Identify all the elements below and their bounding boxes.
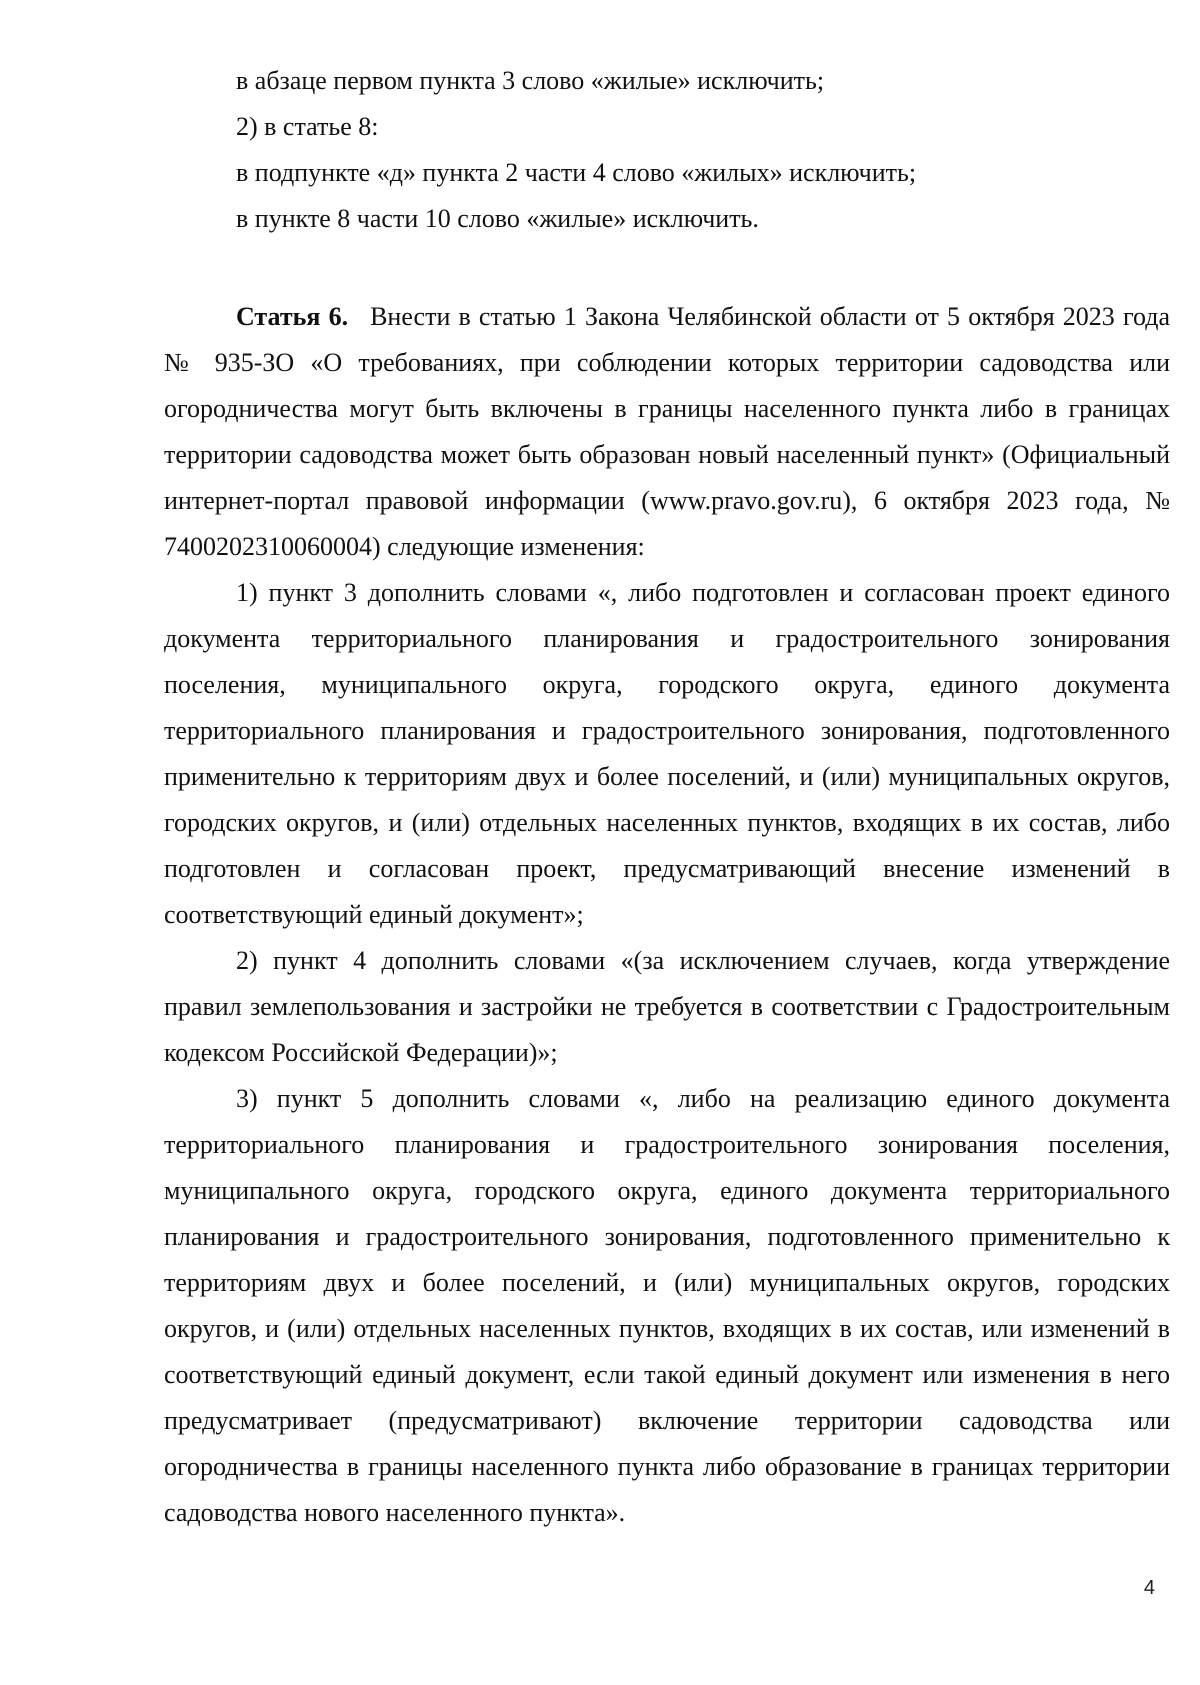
article-item: 3) пункт 5 дополнить словами «, либо на реализацию единого документа территориального планирования и градостроительного зонирования поселения, муниципального округа, городского округа, единого документа территориального планирования и градостроительного зонирования, подготовленного применительно к территориям двух и более поселений, и (или) муниципальных округов, городских округов, и (или) отдельных населенных пунктов, входящих в их состав, или изменений в соответствующий единый документ, если такой единый документ или изменения в него предусматривает (предусматривают) включение территории садоводства или огородничества в границы населенного пункта либо образование в границах территории садоводства нового населенного пункта».	[164, 1084, 1170, 1527]
article-label: Статья 6.	[236, 302, 349, 331]
article-paragraph	[164, 294, 1170, 570]
article-item: 1) пункт 3 дополнить словами «, либо подготовлен и согласован проект единого документа территориального планирования и градостроительного зонирования поселения, муниципального округа, городского округа, единого документа территориального планирования и градостроительного зонирования, подготовленного применительно к территориям двух и более поселений, и (или) муниципальных округов, городских округов, и (или) отдельных населенных пунктов, входящих в их состав, либо подготовлен и согласован проект, предусматривающий внесение изменений в соответствующий единый документ»;	[164, 578, 1170, 929]
amendment-line: 2) в статье 8:	[236, 112, 379, 141]
article-text: Внести в статью 1 Закона Челябинской области от 5 октября 2023 года № 935-ЗО «О требованиях, при соблюдении которых территории садоводства или огородничества могут быть включены в границы населенного пункта либо в границах территории садоводства может быть образован новый населенный пункт» (Официальный интернет-портал правовой информации (www.pravo.gov.ru), 6 октября 2023 года, № 7400202310060004) следующие изменения:	[164, 302, 1170, 561]
amendment-line: в абзаце первом пункта 3 слово «жилые» исключить;	[236, 66, 825, 95]
page-number: 4	[1143, 1577, 1155, 1599]
article-item: 2) пункт 4 дополнить словами «(за исключением случаев, когда утверждение правил землепользования и застройки не требуется в соответствии с Градостроительным кодексом Российской Федерации)»;	[164, 946, 1170, 1067]
amendment-line: в пункте 8 части 10 слово «жилые» исключить.	[236, 204, 759, 233]
document-body	[164, 58, 1170, 1536]
amendment-line: в подпункте «д» пункта 2 части 4 слово «жилых» исключить;	[236, 158, 917, 187]
